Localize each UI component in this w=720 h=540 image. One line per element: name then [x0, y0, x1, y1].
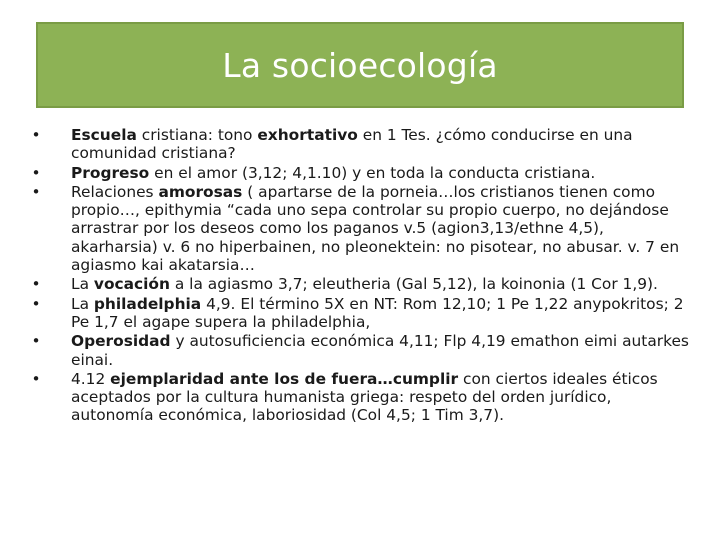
bullet-item	[30, 275, 690, 293]
bullet-text: La	[71, 275, 94, 294]
bullet-text-bold: Progreso	[71, 163, 150, 182]
bullet-dot: •	[31, 294, 41, 313]
bullet-text: ( apartarse de la porneia…los cristianos tienen como propio…, epithymia “cada uno sepa controlar su propio cuerpo, no dejándose arrastrar por los deseos como los paganos v.5 (agion3,13/ethne 4,5), akarharsia) v. 6 no hiperbainen, no pleonektein: no pisotear, no abusar. v. 7 en agiasmo kai akatarsia…	[71, 182, 680, 275]
bullet-text-bold: exhortativo	[257, 126, 358, 144]
bullet-text: 4,9. El término 5X en NT: Rom 12,10; 1 Pe 1,22 anypokritos; 2 Pe 1,7 el agape supera la philadelphia,	[71, 294, 684, 331]
bullet-dot: •	[31, 126, 41, 144]
bullet-item	[30, 126, 690, 163]
bullet-list	[30, 126, 690, 426]
bullet-text: con ciertos ideales éticos aceptados por la cultura humanista griega: respeto del orden jurídico, autonomía económica, laboriosidad (Col 4,5; 1 Tim 3,7).	[71, 369, 658, 425]
bullet-text-bold: philadelphia	[93, 294, 202, 313]
bullet-item	[30, 295, 690, 332]
bullet-dot: •	[31, 332, 41, 351]
bullet-item	[30, 183, 690, 274]
bullet-dot: •	[31, 275, 41, 294]
bullet-item	[30, 164, 690, 182]
bullet-text: en 1 Tes. ¿cómo conducirse en una comunidad cristiana?	[71, 126, 633, 163]
bullet-text: Relaciones	[71, 182, 159, 201]
bullet-text-bold: vocación	[93, 275, 170, 294]
bullet-item	[30, 332, 690, 369]
bullet-text: 4.12	[71, 369, 111, 388]
bullet-item	[30, 370, 690, 425]
bullet-dot: •	[31, 182, 41, 201]
bullet-text-bold: ejemplaridad ante los de fuera…cumplir	[110, 369, 459, 388]
bullet-dot: •	[31, 163, 41, 182]
bullet-text: La	[71, 294, 94, 313]
bullet-text: en el amor (3,12; 4,1.10) y en toda la conducta cristiana.	[149, 163, 596, 182]
bullet-text: y autosuficiencia económica 4,11; Flp 4,19 emathon eimi autarkes einai.	[71, 332, 689, 369]
bullet-dot: •	[31, 369, 41, 388]
bullet-text-bold: amorosas	[158, 182, 243, 201]
slide-title: La socioecología	[222, 45, 498, 85]
bullet-text: cristiana: tono	[136, 126, 258, 144]
title-banner	[36, 22, 684, 108]
bullet-text-bold: Escuela	[71, 126, 137, 144]
bullet-text: a la agiasmo 3,7; eleutheria (Gal 5,12), la koinonia (1 Cor 1,9).	[169, 275, 658, 294]
bullet-text-bold: Operosidad	[71, 332, 171, 351]
